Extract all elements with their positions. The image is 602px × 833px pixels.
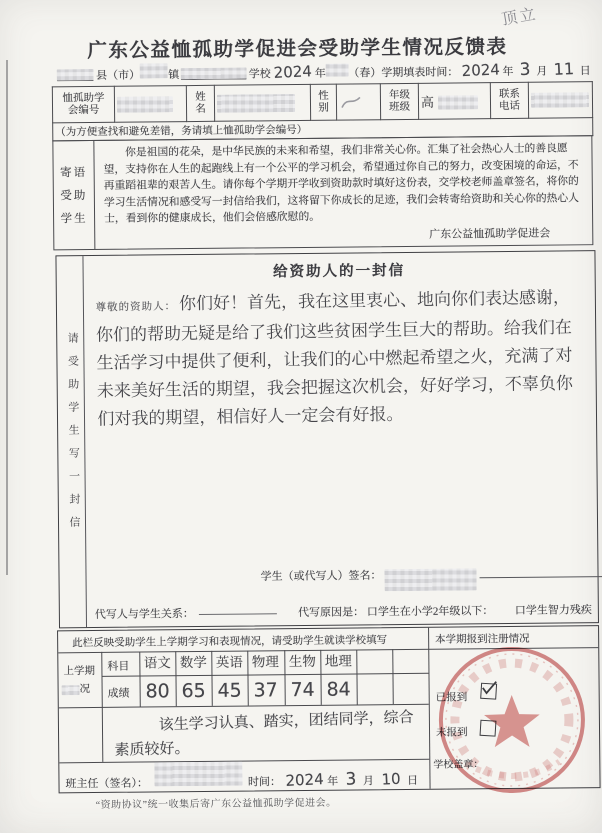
- score-cell: [356, 674, 392, 704]
- redacted-term-handwriting: [326, 64, 349, 77]
- time-label: 时间：: [247, 776, 282, 789]
- letter-salutation: 尊敬的资助人：: [95, 301, 177, 314]
- letter-handwritten-body: 你们好！首先，我在这里衷心、地向你们表达感谢，你们的帮助无疑是给了我们这些贫困学生巨大的帮助。给我们在生活学习中提供了便利，让我们的心中燃起希望之火，充满了对未来美好生活的期望，我会把握这次机会，好好学习，不辜负你们对我的期望，相信好人一定会有好报。: [95, 287, 574, 430]
- subject-cell: 语文: [143, 655, 171, 672]
- subject-cell: 英语: [215, 654, 243, 671]
- message-side-label: 寄语 受助 学生: [53, 141, 95, 249]
- school-header-left: 此栏反映受助学生上学期学习和表现情况，请受助学生就读学校填写: [72, 635, 388, 650]
- score-cell: 84: [326, 678, 351, 701]
- letter-title: 给资助人的一封信: [273, 262, 406, 281]
- name-label: 姓 名: [186, 85, 214, 121]
- message-to-student-section: [52, 135, 593, 250]
- town-label: 镇: [168, 69, 180, 82]
- teacher-signature-row: [65, 760, 427, 791]
- corner-handwritten-note: 顶立: [499, 4, 539, 29]
- school-header-right: 本学期报到注册情况: [435, 633, 530, 646]
- subject-cell: [356, 650, 392, 673]
- student-info-table: [52, 81, 594, 141]
- teacher-day-unit: 日: [407, 774, 419, 787]
- proxy-relation-label: 代写人与学生关系：: [94, 608, 194, 621]
- grade-class-value: [418, 83, 490, 120]
- signer-label: 学生（或代写人）签名：: [260, 569, 382, 583]
- signature-underline: [479, 566, 602, 578]
- redacted-term-label: [62, 685, 80, 695]
- subject-cell: 地理: [324, 653, 352, 670]
- footer-note: “资助协议”统一收集后寄广东公益恤孤助学促进会。: [95, 797, 337, 811]
- subject-cell: [392, 650, 428, 673]
- member-id-note: （为方便查找和避免差错，务请填上恤孤助学会编号）: [53, 118, 593, 141]
- member-id-value: [114, 86, 186, 123]
- proxy-reason-option-2: 口学生智力残疾: [514, 604, 592, 617]
- fill-date-label: 填表时间：: [403, 66, 459, 80]
- redacted-class: [438, 95, 478, 109]
- teacher-month-handwritten: 3: [344, 769, 357, 790]
- gender-label: 性 别: [310, 84, 336, 120]
- redacted-town-handwriting: [140, 63, 168, 78]
- unregistered-label: 未报到: [435, 727, 468, 739]
- redacted-county: [57, 69, 95, 81]
- redacted-member-id: [117, 96, 173, 113]
- subject-cell: 数学: [179, 654, 207, 672]
- year-unit: 年: [314, 67, 326, 80]
- year-handwritten: 2024: [273, 62, 313, 82]
- member-id-label: 恤孤助学 会编号: [52, 86, 114, 123]
- subject-cell: 物理: [251, 654, 279, 671]
- gender-handwriting-mark: [339, 93, 363, 111]
- fill-day-unit: 日: [579, 65, 591, 78]
- score-row-label: 成绩: [107, 687, 130, 700]
- signer-row: [260, 563, 587, 588]
- message-signature: 广东公益恤孤助学促进会: [429, 227, 551, 241]
- term-label-line1: 上学期: [63, 665, 95, 678]
- proxy-relation-blank: [199, 603, 277, 615]
- location-date-line: [55, 59, 591, 83]
- teacher-year-unit: 年: [327, 775, 339, 788]
- grade-class-label: 年级 班级: [380, 83, 418, 119]
- fill-year-handwritten: 2024: [460, 60, 500, 81]
- score-cell: 37: [253, 679, 278, 702]
- redacted-phone: [531, 93, 589, 109]
- teacher-day-handwritten: 10: [380, 769, 401, 789]
- phone-value: [528, 82, 592, 119]
- letter-section: [55, 250, 599, 628]
- school-red-stamp-icon: [434, 642, 590, 798]
- phone-label: 联系 电话: [490, 82, 528, 118]
- redacted-school-name: [181, 68, 247, 81]
- gender-value: [336, 84, 380, 120]
- form-title: 广东公益恤孤助学促进会受助学生情况反馈表: [87, 37, 508, 63]
- subject-cell: 生物: [288, 653, 316, 671]
- redacted-teacher-signature: [154, 762, 242, 787]
- redacted-name: [217, 94, 295, 113]
- term-label-line2: 况: [62, 681, 91, 696]
- school-label: 学校: [248, 68, 271, 81]
- stamp-caption: 学校盖章：: [433, 759, 484, 771]
- teacher-label: 班主任（签名）：: [65, 777, 149, 791]
- fill-month-unit: 月: [536, 65, 548, 78]
- grade-handwritten: 高: [420, 95, 435, 111]
- score-cell: 45: [217, 679, 242, 702]
- score-cell: 74: [290, 678, 315, 702]
- proxy-reason-option-1: 口学生在小学2年级以下：: [366, 605, 494, 619]
- score-cell: 80: [145, 680, 170, 703]
- teacher-year-handwritten: 2024: [284, 770, 324, 790]
- redacted-student-signature: [384, 568, 476, 591]
- letter-side-label: 请受助学生写一封信: [66, 332, 81, 540]
- county-label: 县（市）: [96, 69, 141, 82]
- proxy-reason-label: 代写原因是：: [298, 606, 365, 620]
- message-paragraph: 你是祖国的花朵，是中华民族的未来和希望，我们非常关心你。汇集了社会热心人士的善良愿望，支持你在人生的起跑线上有一个公平的学习机会，希望通过你自己的努力，改变困境的命运，不再重蹈祖辈的艰苦人生。请你每个学期开学收到资助款时填好这份表，交学校老师盖章签名，将你的学习生活情况和感受写一封信给我们，这将留下你成长的足迹，我们会转寄给资助和关心你的热心人士，看到你的健康成长，他们会倍感欣慰的。: [103, 142, 580, 226]
- teacher-month-unit: 月: [362, 775, 375, 788]
- subject-row-label: 科目: [107, 660, 130, 673]
- letter-side-column: [56, 256, 87, 627]
- score-cell: 65: [181, 679, 206, 703]
- term-label: （春）学期: [348, 67, 404, 80]
- registered-label: 已报到: [435, 692, 468, 704]
- proxy-row: [95, 600, 594, 622]
- teacher-comment-handwritten: 该生学习认真、踏实，团结同学，综合素质较好。: [114, 707, 414, 759]
- name-value: [214, 84, 310, 121]
- fill-year-unit: 年: [502, 65, 514, 79]
- fill-month-handwritten: 3: [519, 59, 531, 81]
- fill-day-handwritten: 11: [552, 59, 575, 79]
- letter-body: [95, 284, 584, 434]
- score-cell: [392, 674, 428, 704]
